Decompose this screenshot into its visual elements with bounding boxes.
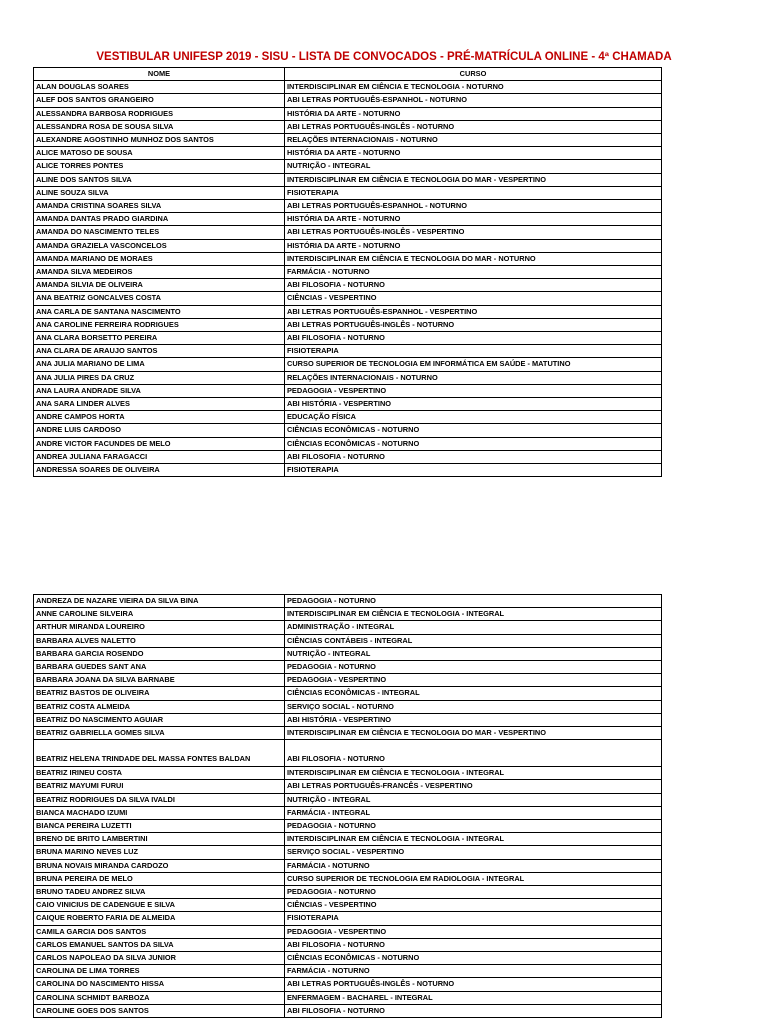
cell-curso: ABI FILOSOFIA - NOTURNO [285,332,662,345]
cell-curso: NUTRIÇÃO - INTEGRAL [285,647,662,660]
cell-curso: FARMÁCIA - INTEGRAL [285,806,662,819]
table-row [34,938,662,951]
cell-nome: BIANCA PEREIRA LUZETTI [34,820,285,833]
table-row [34,767,662,780]
cell-curso: FARMÁCIA - NOTURNO [285,859,662,872]
cell-curso: EDUCAÇÃO FÍSICA [285,411,662,424]
cell-curso: ABI FILOSOFIA - NOTURNO [285,938,662,951]
table-row [34,621,662,634]
table-row [34,464,662,477]
table-row [34,371,662,384]
table-row [34,780,662,793]
cell-nome: ANA LAURA ANDRADE SILVA [34,384,285,397]
cell-nome: CAMILA GARCIA DOS SANTOS [34,925,285,938]
table-row [34,899,662,912]
cell-curso: RELAÇÕES INTERNACIONAIS - NOTURNO [285,134,662,147]
cell-nome: ARTHUR MIRANDA LOUREIRO [34,621,285,634]
table-row [34,595,662,608]
cell-nome: CAIO VINICIUS DE CADENGUE E SILVA [34,899,285,912]
cell-nome: ALESSANDRA ROSA DE SOUSA SILVA [34,120,285,133]
table-row [34,793,662,806]
cell-curso: PEDAGOGIA - NOTURNO [285,661,662,674]
table-row [34,833,662,846]
table-row [34,727,662,740]
table-row [34,952,662,965]
cell-curso: HISTÓRIA DA ARTE - NOTURNO [285,107,662,120]
cell-curso: INTERDISCIPLINAR EM CIÊNCIA E TECNOLOGIA DO MAR - VESPERTINO [285,173,662,186]
cell-curso: ABI FILOSOFIA - NOTURNO [285,1004,662,1017]
cell-curso: PEDAGOGIA - VESPERTINO [285,925,662,938]
cell-nome: ANNE CAROLINE SILVEIRA [34,608,285,621]
table-row [34,94,662,107]
cell-nome: CAROLINA SCHMIDT BARBOZA [34,991,285,1004]
table-row [34,147,662,160]
table-row [34,713,662,726]
cell-nome: BEATRIZ COSTA ALMEIDA [34,700,285,713]
cell-nome: BARBARA ALVES NALETTO [34,634,285,647]
cell-nome: BEATRIZ GABRIELLA GOMES SILVA [34,727,285,740]
cell-nome: ANA CAROLINE FERREIRA RODRIGUES [34,318,285,331]
table-row [34,806,662,819]
cell-curso: FISIOTERAPIA [285,464,662,477]
table-row [34,700,662,713]
cell-nome: CAROLINA DO NASCIMENTO HISSA [34,978,285,991]
table-row [34,886,662,899]
cell-nome: ALEF DOS SANTOS GRANGEIRO [34,94,285,107]
cell-curso: CIÊNCIAS ECONÔMICAS - NOTURNO [285,952,662,965]
table-row [34,991,662,1004]
cell-curso: INTERDISCIPLINAR EM CIÊNCIA E TECNOLOGIA - INTEGRAL [285,767,662,780]
table-row [34,292,662,305]
cell-nome: ALINE DOS SANTOS SILVA [34,173,285,186]
cell-nome: AMANDA SILVIA DE OLIVEIRA [34,279,285,292]
table-row [34,120,662,133]
cell-curso: CIÊNCIAS - VESPERTINO [285,292,662,305]
cell-nome: BEATRIZ BASTOS DE OLIVEIRA [34,687,285,700]
cell-curso: INTERDISCIPLINAR EM CIÊNCIA E TECNOLOGIA DO MAR - VESPERTINO [285,727,662,740]
cell-curso: ENFERMAGEM - BACHAREL - INTEGRAL [285,991,662,1004]
cell-curso: ABI FILOSOFIA - NOTURNO [285,450,662,463]
cell-nome: AMANDA SILVA MEDEIROS [34,266,285,279]
cell-curso: ADMINISTRAÇÃO - INTEGRAL [285,621,662,634]
cell-nome: CAROLINE GOES DOS SANTOS [34,1004,285,1017]
cell-nome: AMANDA GRAZIELA VASCONCELOS [34,239,285,252]
cell-curso: ABI LETRAS PORTUGUÊS-INGLÊS - NOTURNO [285,978,662,991]
table-row [34,398,662,411]
cell-curso: RELAÇÕES INTERNACIONAIS - NOTURNO [285,371,662,384]
cell-nome: ANDREZA DE NAZARE VIEIRA DA SILVA BINA [34,595,285,608]
cell-nome: CAIQUE ROBERTO FARIA DE ALMEIDA [34,912,285,925]
cell-curso: INTERDISCIPLINAR EM CIÊNCIA E TECNOLOGIA - INTEGRAL [285,608,662,621]
table-row [34,213,662,226]
table-row [34,1004,662,1017]
table-row [34,239,662,252]
cell-curso: ABI HISTÓRIA - VESPERTINO [285,398,662,411]
cell-curso: ABI LETRAS PORTUGUÊS-ESPANHOL - VESPERTINO [285,305,662,318]
table-row [34,81,662,94]
table-row [34,450,662,463]
cell-curso: ABI FILOSOFIA - NOTURNO [285,279,662,292]
table-row [34,160,662,173]
table-row [34,634,662,647]
cell-nome: ALEXANDRE AGOSTINHO MUNHOZ DOS SANTOS [34,134,285,147]
cell-nome: ANDRESSA SOARES DE OLIVEIRA [34,464,285,477]
table-row [34,740,662,767]
table-row [34,107,662,120]
table-row [34,332,662,345]
cell-curso: ABI LETRAS PORTUGUÊS-INGLÊS - VESPERTINO [285,226,662,239]
cell-nome: CAROLINA DE LIMA TORRES [34,965,285,978]
cell-curso: NUTRIÇÃO - INTEGRAL [285,160,662,173]
cell-curso: HISTÓRIA DA ARTE - NOTURNO [285,239,662,252]
table-row [34,661,662,674]
cell-nome: ALESSANDRA BARBOSA RODRIGUES [34,107,285,120]
table-row [34,305,662,318]
cell-curso: CIÊNCIAS ECONÔMICAS - NOTURNO [285,424,662,437]
cell-nome: CARLOS NAPOLEAO DA SILVA JUNIOR [34,952,285,965]
cell-nome: ANDRE VICTOR FACUNDES DE MELO [34,437,285,450]
cell-nome: ANA CLARA DE ARAUJO SANTOS [34,345,285,358]
cell-nome: BEATRIZ MAYUMI FURUI [34,780,285,793]
column-header-curso: CURSO [285,68,662,81]
cell-nome: ANDREA JULIANA FARAGACCI [34,450,285,463]
cell-nome: BEATRIZ DO NASCIMENTO AGUIAR [34,713,285,726]
table-row [34,266,662,279]
cell-nome: ALICE TORRES PONTES [34,160,285,173]
cell-curso: PEDAGOGIA - NOTURNO [285,595,662,608]
cell-nome: BRUNA MARINO NEVES LUZ [34,846,285,859]
cell-nome: ANA CARLA DE SANTANA NASCIMENTO [34,305,285,318]
cell-nome: AMANDA CRISTINA SOARES SILVA [34,200,285,213]
cell-curso: FARMÁCIA - NOTURNO [285,965,662,978]
table-row [34,226,662,239]
cell-curso: FISIOTERAPIA [285,345,662,358]
table-row [34,965,662,978]
table-row [34,820,662,833]
cell-nome: ANA CLARA BORSETTO PEREIRA [34,332,285,345]
cell-nome: ALAN DOUGLAS SOARES [34,81,285,94]
cell-curso: ABI LETRAS PORTUGUÊS-ESPANHOL - NOTURNO [285,200,662,213]
table-row [34,978,662,991]
cell-curso: PEDAGOGIA - NOTURNO [285,886,662,899]
cell-curso: INTERDISCIPLINAR EM CIÊNCIA E TECNOLOGIA - NOTURNO [285,81,662,94]
cell-nome: AMANDA MARIANO DE MORAES [34,252,285,265]
table-row [34,200,662,213]
table-header-row [34,68,662,81]
table-row [34,411,662,424]
cell-curso: CIÊNCIAS - VESPERTINO [285,899,662,912]
table-row [34,687,662,700]
cell-nome: ANDRE CAMPOS HORTA [34,411,285,424]
cell-curso: CIÊNCIAS ECONÔMICAS - NOTURNO [285,437,662,450]
cell-nome: BARBARA GARCIA ROSENDO [34,647,285,660]
table-row [34,345,662,358]
table-row [34,252,662,265]
cell-nome: ALINE SOUZA SILVA [34,186,285,199]
cell-nome: BARBARA GUEDES SANT ANA [34,661,285,674]
cell-curso: ABI LETRAS PORTUGUÊS-FRANCÊS - VESPERTINO [285,780,662,793]
cell-nome: BRENO DE BRITO LAMBERTINI [34,833,285,846]
cell-curso: CIÊNCIAS ECONÔMICAS - INTEGRAL [285,687,662,700]
cell-curso: ABI FILOSOFIA - NOTURNO [285,740,662,767]
table-row [34,134,662,147]
cell-nome: BRUNA PEREIRA DE MELO [34,872,285,885]
cell-curso: INTERDISCIPLINAR EM CIÊNCIA E TECNOLOGIA DO MAR - NOTURNO [285,252,662,265]
convocados-table-page-1 [33,67,662,477]
cell-curso: ABI LETRAS PORTUGUÊS-ESPANHOL - NOTURNO [285,94,662,107]
cell-curso: CIÊNCIAS CONTÁBEIS - INTEGRAL [285,634,662,647]
table-row [34,279,662,292]
cell-nome: BARBARA JOANA DA SILVA BARNABE [34,674,285,687]
convocados-table-page-2 [33,594,662,1018]
table-row [34,358,662,371]
cell-nome: BEATRIZ HELENA TRINDADE DEL MASSA FONTES BALDAN [34,740,285,767]
cell-curso: ABI LETRAS PORTUGUÊS-INGLÊS - NOTURNO [285,318,662,331]
cell-nome: ANDRE LUIS CARDOSO [34,424,285,437]
cell-nome: BRUNA NOVAIS MIRANDA CARDOZO [34,859,285,872]
table-row [34,186,662,199]
cell-curso: FARMÁCIA - NOTURNO [285,266,662,279]
cell-curso: INTERDISCIPLINAR EM CIÊNCIA E TECNOLOGIA - INTEGRAL [285,833,662,846]
cell-curso: PEDAGOGIA - NOTURNO [285,820,662,833]
table-row [34,647,662,660]
cell-curso: HISTÓRIA DA ARTE - NOTURNO [285,147,662,160]
table-row [34,846,662,859]
table-row [34,318,662,331]
cell-curso: FISIOTERAPIA [285,912,662,925]
cell-nome: ALICE MATOSO DE SOUSA [34,147,285,160]
cell-curso: PEDAGOGIA - VESPERTINO [285,384,662,397]
cell-nome: ANA JULIA PIRES DA CRUZ [34,371,285,384]
table-row [34,173,662,186]
table-row [34,872,662,885]
table-row [34,674,662,687]
cell-curso: FISIOTERAPIA [285,186,662,199]
cell-nome: CARLOS EMANUEL SANTOS DA SILVA [34,938,285,951]
cell-curso: CURSO SUPERIOR DE TECNOLOGIA EM INFORMÁTICA EM SAÚDE - MATUTINO [285,358,662,371]
table-row [34,608,662,621]
table-row [34,912,662,925]
cell-nome: AMANDA DANTAS PRADO GIARDINA [34,213,285,226]
table-row [34,424,662,437]
column-header-nome: NOME [34,68,285,81]
cell-nome: ANA JULIA MARIANO DE LIMA [34,358,285,371]
cell-nome: BEATRIZ RODRIGUES DA SILVA IVALDI [34,793,285,806]
cell-curso: NUTRIÇÃO - INTEGRAL [285,793,662,806]
cell-nome: BIANCA MACHADO IZUMI [34,806,285,819]
table-row [34,384,662,397]
cell-curso: SERVIÇO SOCIAL - NOTURNO [285,700,662,713]
cell-curso: ABI HISTÓRIA - VESPERTINO [285,713,662,726]
table-row [34,859,662,872]
document-title: VESTIBULAR UNIFESP 2019 - SISU - LISTA DE CONVOCADOS - PRÉ-MATRÍCULA ONLINE - 4ª CHAMADA [96,51,672,63]
cell-nome: BEATRIZ IRINEU COSTA [34,767,285,780]
cell-curso: ABI LETRAS PORTUGUÊS-INGLÊS - NOTURNO [285,120,662,133]
cell-curso: PEDAGOGIA - VESPERTINO [285,674,662,687]
cell-nome: ANA SARA LINDER ALVES [34,398,285,411]
cell-curso: HISTÓRIA DA ARTE - NOTURNO [285,213,662,226]
cell-nome: BRUNO TADEU ANDREZ SILVA [34,886,285,899]
cell-nome: ANA BEATRIZ GONCALVES COSTA [34,292,285,305]
cell-curso: CURSO SUPERIOR DE TECNOLOGIA EM RADIOLOGIA - INTEGRAL [285,872,662,885]
table-row [34,437,662,450]
table-row [34,925,662,938]
cell-curso: SERVIÇO SOCIAL - VESPERTINO [285,846,662,859]
cell-nome: AMANDA DO NASCIMENTO TELES [34,226,285,239]
